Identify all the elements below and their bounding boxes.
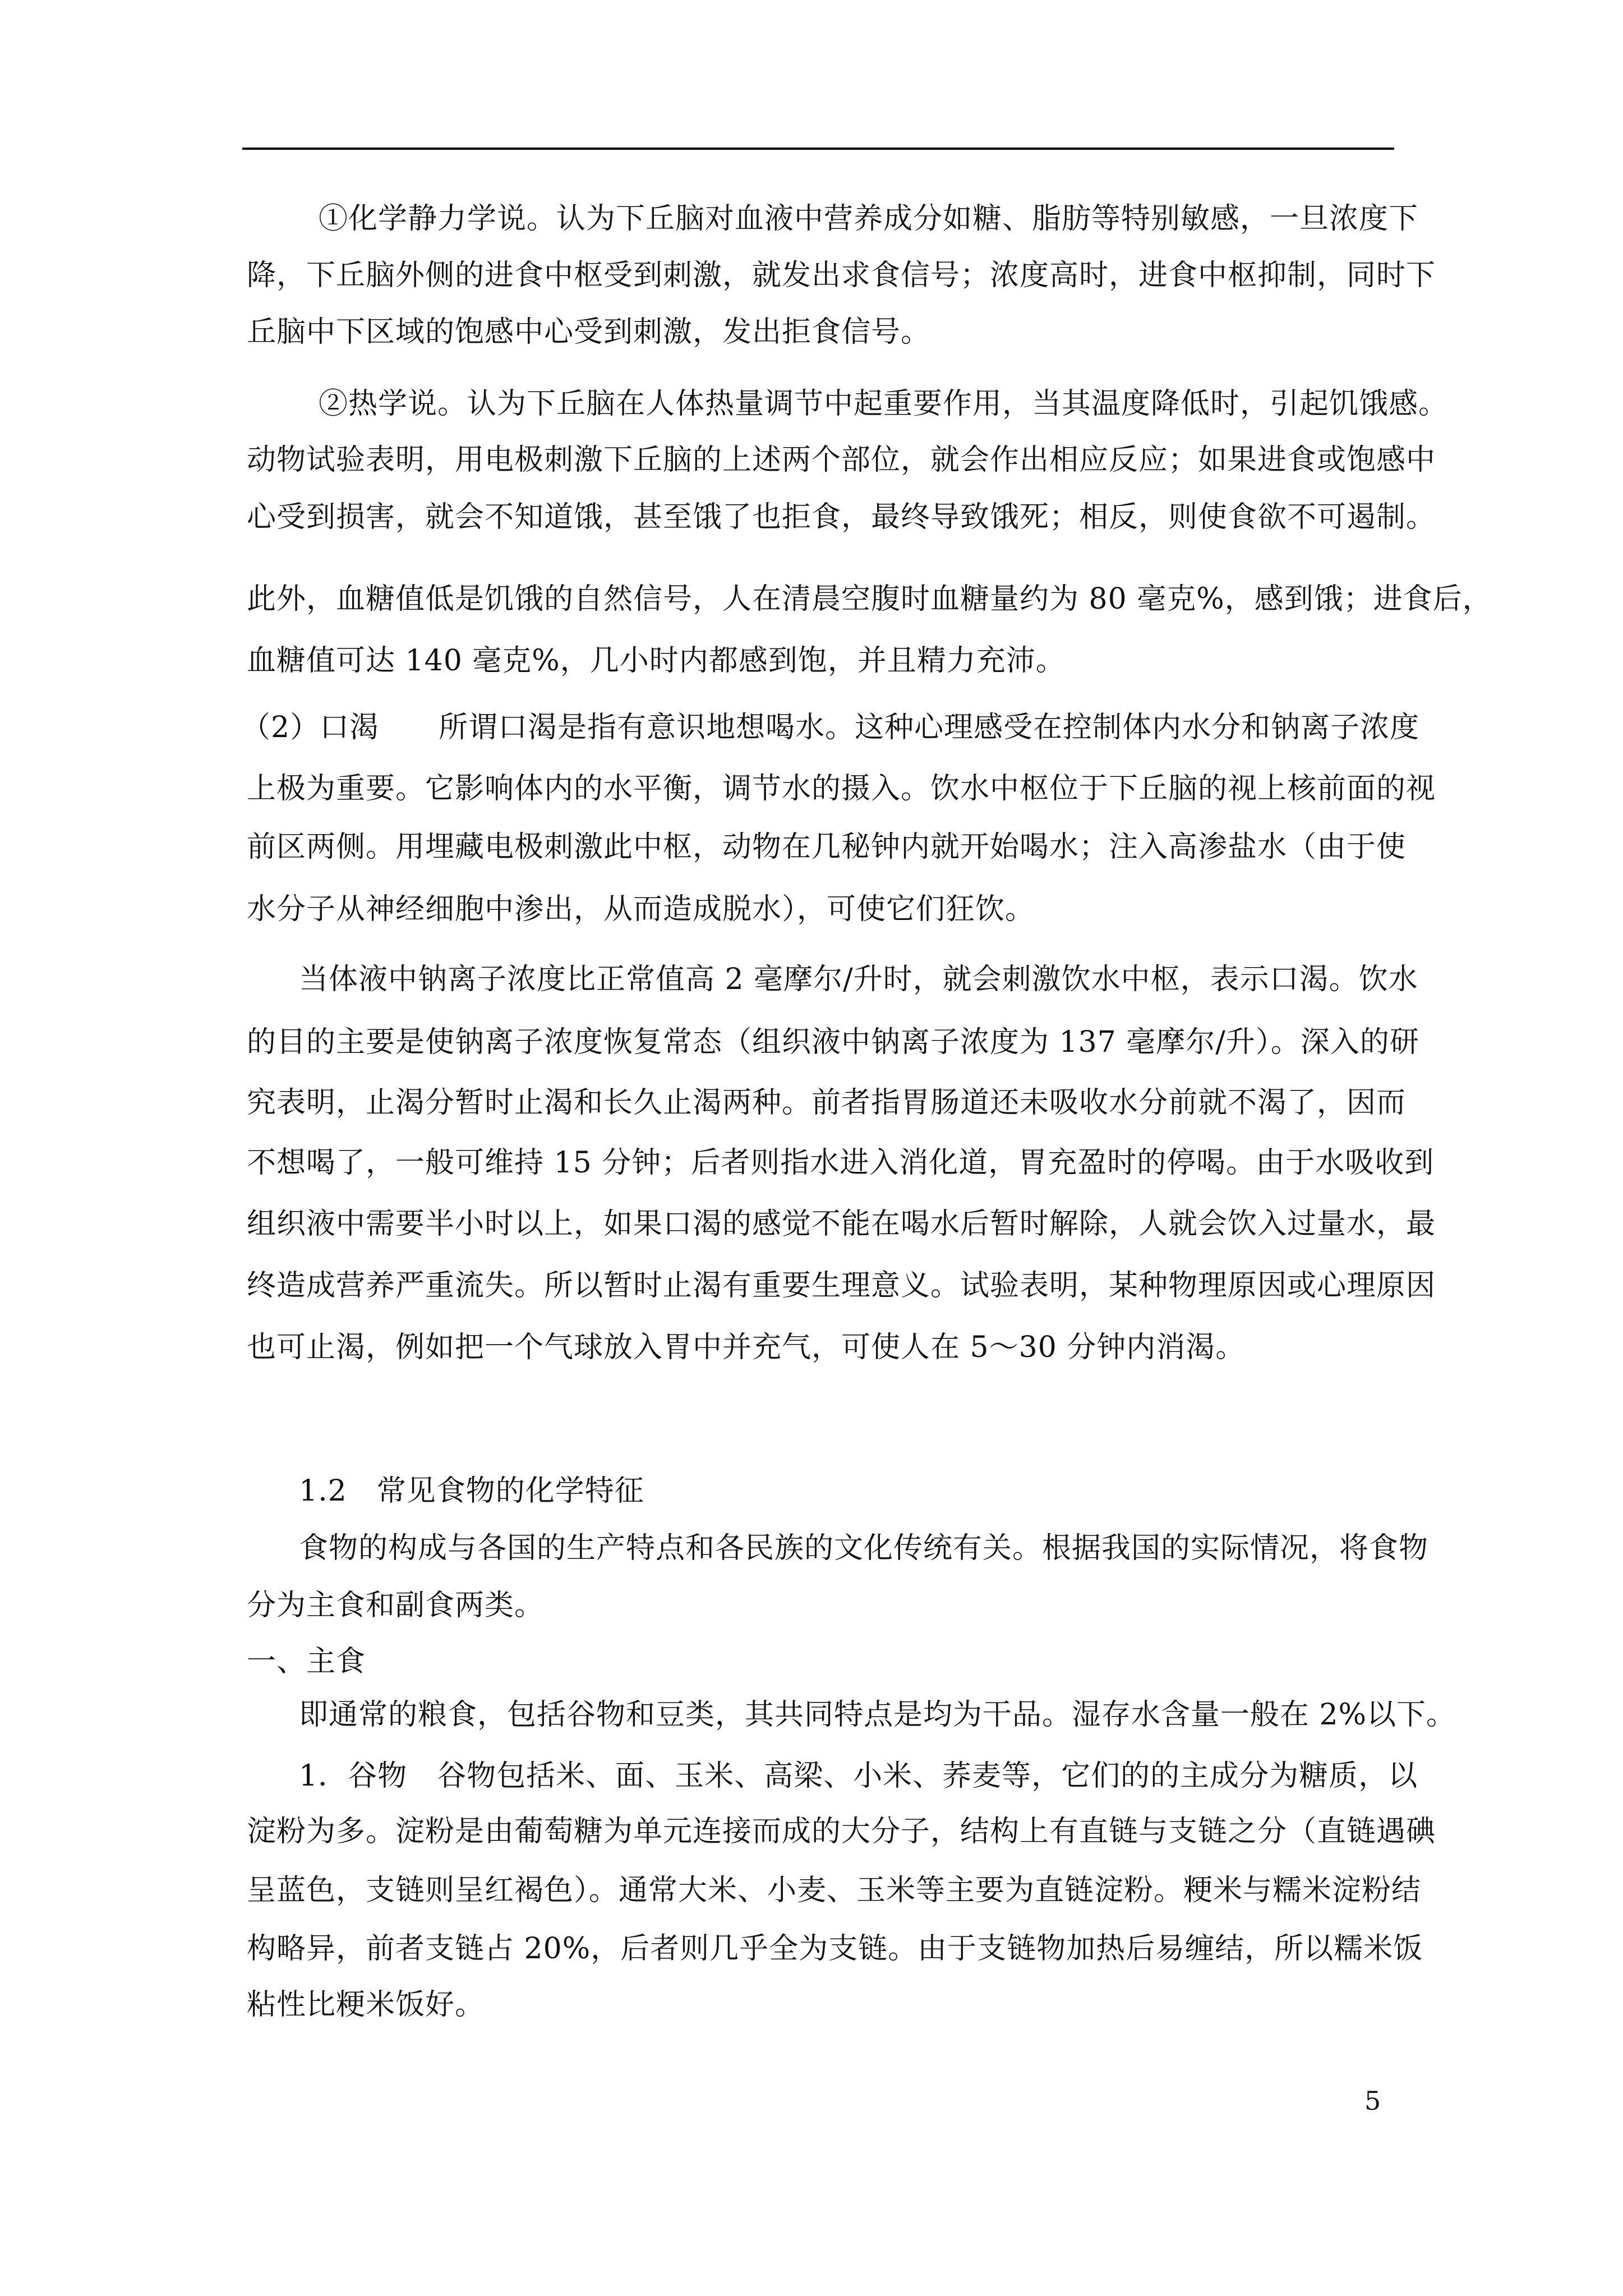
paragraph-line: 也可止渴，例如把一个气球放入胃中并充气，可使人在 5～30 分钟内消渴。 xyxy=(247,1331,1246,1364)
paragraph-line: 前区两侧。用埋藏电极刺激此中枢，动物在几秘钟内就开始喝水；注入高渗盐水（由于使 xyxy=(247,830,1407,864)
paragraph-line: 当体液中钠离子浓度比正常值高 2 毫摩尔/升时，就会刺激饮水中枢，表示口渴。饮水 xyxy=(299,963,1418,996)
paragraph-line: 即通常的粮食，包括谷物和豆类，其共同特点是均为干品。湿存水含量一般在 2%以下。 xyxy=(299,1698,1456,1732)
paragraph-line: 动物试验表明，用电极刺激下丘脑的上述两个部位，就会作出相应反应；如果进食或饱感中 xyxy=(247,443,1436,477)
paragraph-line: 分为主食和副食两类。 xyxy=(247,1589,545,1622)
paragraph-line: 水分子从神经细胞中渗出，从而造成脱水），可使它们狂饮。 xyxy=(247,892,1035,926)
paragraph-line: 的目的主要是使钠离子浓度恢复常态（组织液中钠离子浓度为 137 毫摩尔/升）。深入的研 xyxy=(247,1025,1419,1059)
paragraph-line: ②热学说。认为下丘脑在人体热量调节中起重要作用，当其温度降低时，引起饥饿感。 xyxy=(319,387,1449,421)
subsection-heading: 一、主食 xyxy=(247,1645,366,1678)
paragraph-line: 不想喝了，一般可维持 15 分钟；后者则指水进入消化道，胃充盈时的停喝。由于水吸收到 xyxy=(247,1146,1435,1180)
header-rule xyxy=(242,148,1394,150)
paragraph-line: 究表明，止渴分暂时止渴和长久止渴两种。前者指胃肠道还未吸收水分前就不渴了，因而 xyxy=(247,1086,1407,1120)
page-number: 5 xyxy=(1364,2086,1381,2116)
paragraph-line: 此外，血糖值低是饥饿的自然信号，人在清晨空腹时血糖量约为 80 毫克%，感到饿；进食后， xyxy=(247,582,1492,616)
paragraph-line: 降，下丘脑外侧的进食中枢受到刺激，就发出求食信号；浓度高时，进食中枢抑制，同时下 xyxy=(247,259,1436,292)
paragraph-line: ①化学静力学说。认为下丘脑对血液中营养成分如糖、脂肪等特别敏感，一旦浓度下 xyxy=(319,202,1419,236)
paragraph-line: 食物的构成与各国的生产特点和各民族的文化传统有关。根据我国的实际情况，将食物 xyxy=(299,1531,1429,1565)
paragraph-line: 淀粉为多。淀粉是由葡萄糖为单元连接而成的大分子，结构上有直链与支链之分（直链遇碘 xyxy=(247,1815,1436,1848)
paragraph-line: 血糖值可达 140 毫克%，几小时内都感到饱，并且精力充沛。 xyxy=(247,644,1066,678)
paragraph-line: 上极为重要。它影响体内的水平衡，调节水的摄入。饮水中枢位于下丘脑的视上核前面的视 xyxy=(247,772,1436,806)
paragraph-line: （2）口渴 所谓口渴是指有意识地想喝水。这种心理感受在控制体内水分和钠离子浓度 xyxy=(241,711,1420,744)
paragraph-line: 丘脑中下区域的饱感中心受到刺激，发出拒食信号。 xyxy=(247,315,931,349)
paragraph-line: 1．谷物 谷物包括米、面、玉米、高梁、小米、荞麦等，它们的的主成分为糖质，以 xyxy=(299,1759,1418,1793)
paragraph-line: 组织液中需要半小时以上，如果口渴的感觉不能在喝水后暂时解除，人就会饮入过量水，最 xyxy=(247,1207,1436,1241)
paragraph-line: 粘性比粳米饭好。 xyxy=(247,1988,485,2022)
section-heading: 1.2 常见食物的化学特征 xyxy=(299,1474,644,1508)
paragraph-line: 呈蓝色，支链则呈红褐色）。通常大米、小麦、玉米等主要为直链淀粉。粳米与糯米淀粉结 xyxy=(247,1874,1422,1907)
paragraph-line: 构略异，前者支链占 20%，后者则几乎全为支链。由于支链物加热后易缠结，所以糯米饭 xyxy=(247,1932,1423,1966)
paragraph-line: 终造成营养严重流失。所以暂时止渴有重要生理意义。试验表明，某种物理原因或心理原因 xyxy=(247,1269,1436,1303)
paragraph-line: 心受到损害，就会不知道饿，甚至饿了也拒食，最终导致饿死；相反，则使食欲不可遏制。 xyxy=(247,500,1436,534)
